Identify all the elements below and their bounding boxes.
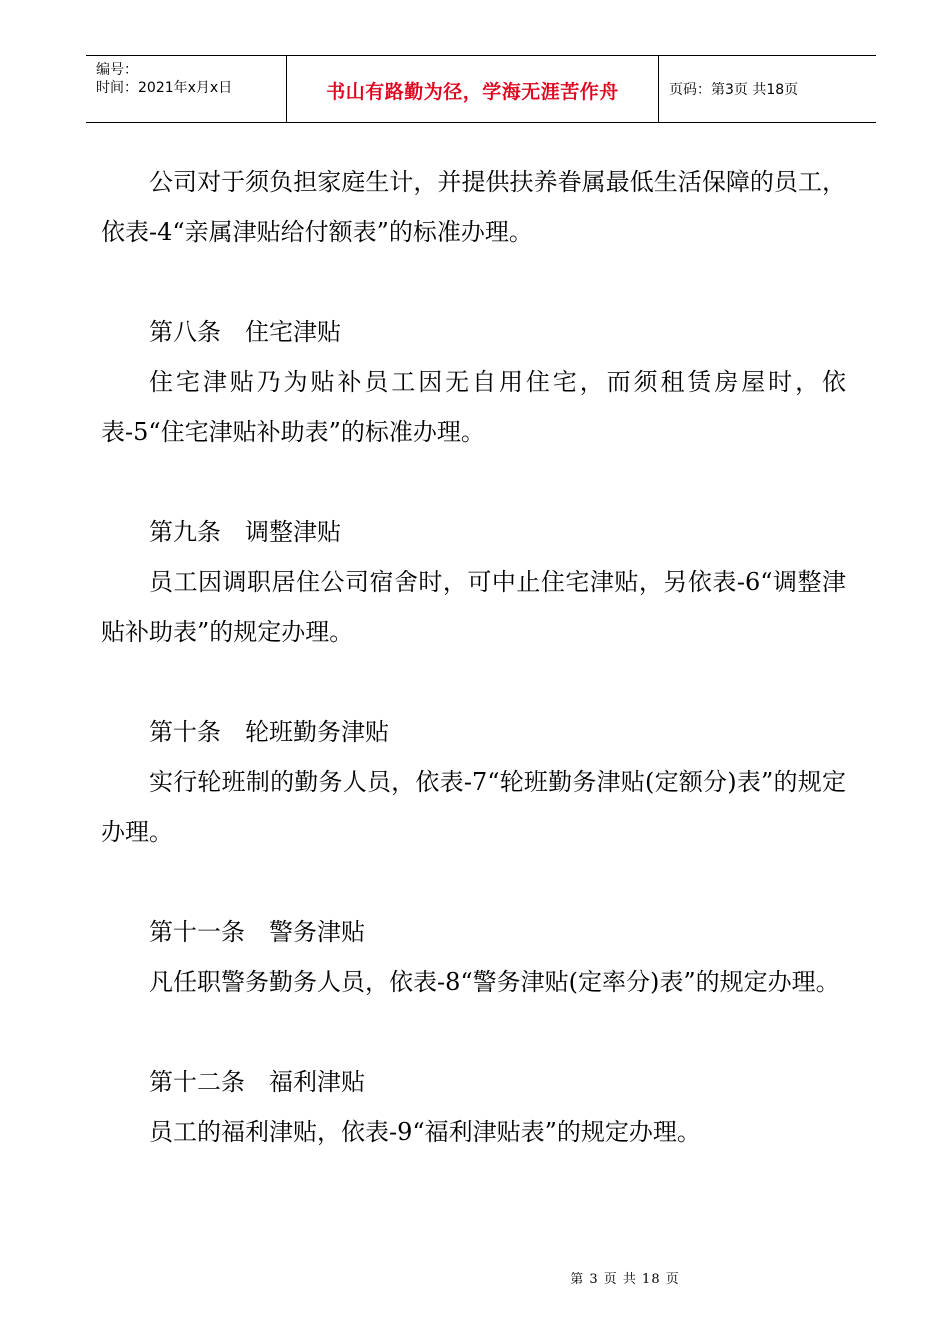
header-meta bbox=[86, 56, 287, 122]
page-footer: 第 3 页 共 18 页 bbox=[570, 1272, 680, 1287]
article-10-title: 第十条 轮班勤务津贴 bbox=[149, 718, 389, 746]
header-page-info: 页码：第3页 共18页 bbox=[669, 82, 799, 98]
header-motto: 书山有路勤为径，学海无涯苦作舟 bbox=[287, 56, 659, 122]
article-10-text: 实行轮班制的勤务人员，依表-7“轮班勤务津贴(定额分)表”的规定办理。 bbox=[101, 768, 846, 846]
article-11-text: 凡任职警务勤务人员，依表-8“警务津贴(定率分)表”的规定办理。 bbox=[149, 968, 840, 996]
article-11-title: 第十一条 警务津贴 bbox=[149, 918, 365, 946]
article-9-title: 第九条 调整津贴 bbox=[149, 518, 341, 546]
article-8-text: 住宅津贴乃为贴补员工因无自用住宅，而须租赁房屋时，依表-5“住宅津贴补助表”的标准办理。 bbox=[101, 368, 846, 446]
document-number: 编号： bbox=[96, 62, 138, 78]
page-header bbox=[86, 55, 876, 123]
document-time: 时间：2021年x月x日 bbox=[96, 80, 233, 96]
article-12-title: 第十二条 福利津贴 bbox=[149, 1068, 365, 1096]
article-8-title: 第八条 住宅津贴 bbox=[149, 318, 341, 346]
document-body bbox=[101, 157, 846, 1157]
paragraph-family-allowance: 公司对于须负担家庭生计，并提供扶养眷属最低生活保障的员工，依表-4“亲属津贴给付额表”的标准办理。 bbox=[101, 168, 846, 246]
article-12-text: 员工的福利津贴，依表-9“福利津贴表”的规定办理。 bbox=[149, 1118, 701, 1146]
article-9-text: 员工因调职居住公司宿舍时，可中止住宅津贴，另依表-6“调整津贴补助表”的规定办理。 bbox=[101, 568, 846, 646]
